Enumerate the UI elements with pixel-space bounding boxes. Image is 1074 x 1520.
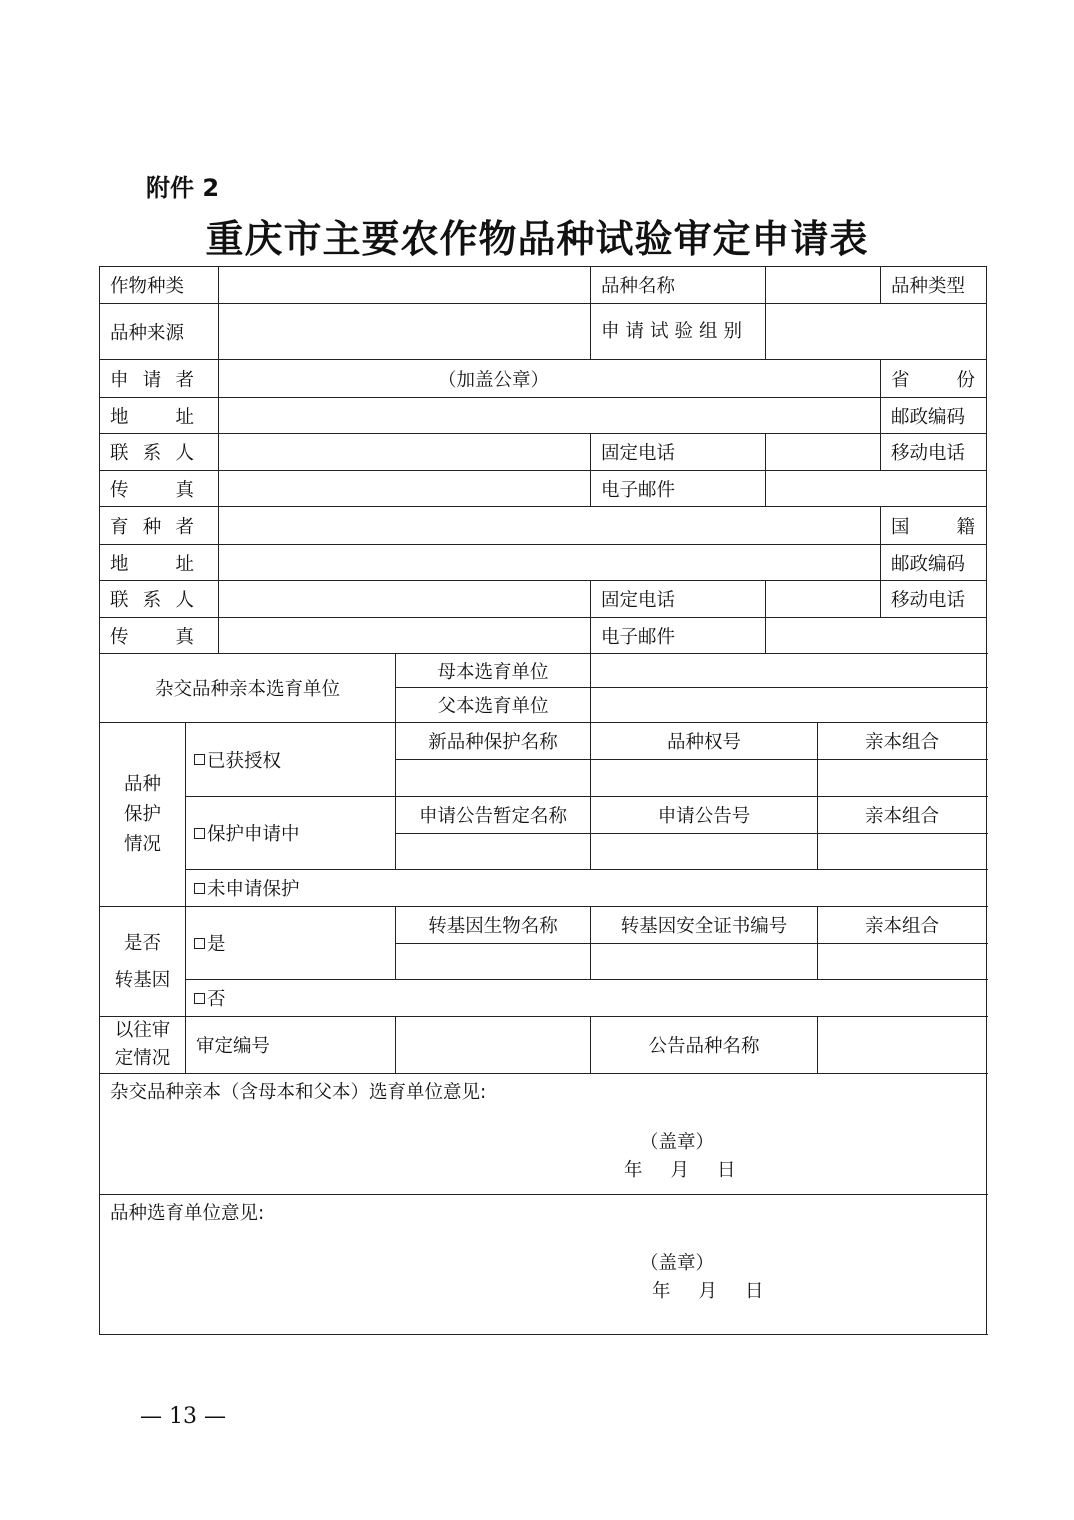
female-parent-unit-label: 母本选育单位 <box>396 654 591 688</box>
checkbox-icon <box>194 938 205 949</box>
hybrid-opinion-seal: （盖章） <box>640 1132 715 1153</box>
row-previous-approval <box>100 1017 987 1074</box>
variety-type-label: 品种类型 <box>881 267 987 304</box>
row-transgenic-header <box>100 907 987 944</box>
breeder-contact-label: 联 系 人 <box>100 581 219 618</box>
fax-label: 传 真 <box>100 471 219 507</box>
contact-label: 联 系 人 <box>100 434 219 471</box>
form-title: 重庆市主要农作物品种试验审定申请表 <box>205 216 869 261</box>
breeder-fax-input[interactable] <box>219 618 591 654</box>
variety-source-label: 品种来源 <box>100 304 219 360</box>
approval-no-input[interactable] <box>396 1017 591 1074</box>
trial-group-input[interactable] <box>766 304 987 360</box>
row-transgenic-no <box>100 980 987 1017</box>
fax-input[interactable] <box>219 471 591 507</box>
approval-no-label: 审定编号 <box>186 1017 396 1074</box>
variety-name-input[interactable] <box>766 267 881 304</box>
new-variety-protection-name-input[interactable] <box>396 760 591 797</box>
row-breeder-address <box>100 545 987 581</box>
application-tentative-name-label: 申请公告暂定名称 <box>396 797 591 834</box>
breeder-contact-input[interactable] <box>219 581 591 618</box>
email-label: 电子邮件 <box>591 471 766 507</box>
row-applicant-fax <box>100 471 987 507</box>
gmo-name-input[interactable] <box>396 944 591 980</box>
gmo-cert-no-input[interactable] <box>591 944 818 980</box>
breeder-label: 育 种 者 <box>100 507 219 545</box>
row-crop-info <box>100 267 987 304</box>
row-applicant <box>100 360 987 398</box>
breeder-email-label: 电子邮件 <box>591 618 766 654</box>
crop-type-label: 作物种类 <box>100 267 219 304</box>
breeder-email-input[interactable] <box>766 618 987 654</box>
mobile-label: 移动电话 <box>881 434 987 471</box>
variety-right-no-label: 品种权号 <box>591 723 818 760</box>
row-breeder-contact <box>100 581 987 618</box>
breeder-landline-input[interactable] <box>766 581 881 618</box>
address-label: 地 址 <box>100 398 219 434</box>
checkbox-icon <box>194 828 205 839</box>
application-no-input[interactable] <box>591 834 818 870</box>
male-parent-unit-label: 父本选育单位 <box>396 688 591 723</box>
breeding-opinion-box[interactable] <box>100 1195 987 1335</box>
hybrid-opinion-box[interactable] <box>100 1074 987 1195</box>
breeder-address-label: 地 址 <box>100 545 219 581</box>
seal-note: （加盖公章） <box>438 369 550 391</box>
breeder-mobile-label: 移动电话 <box>881 581 987 618</box>
row-source <box>100 304 987 360</box>
announced-variety-name-input[interactable] <box>818 1017 987 1074</box>
gmo-name-label: 转基因生物名称 <box>396 907 591 944</box>
contact-input[interactable] <box>219 434 591 471</box>
row-breeding-opinion <box>100 1195 987 1335</box>
trial-group-label: 申请试验组别 <box>591 304 766 360</box>
hybrid-opinion-date: 年 月 日 <box>624 1160 736 1181</box>
transgenic-label: 是否 转基因 <box>100 907 186 1017</box>
breeder-postcode-label: 邮政编码 <box>881 545 987 581</box>
breeder-landline-label: 固定电话 <box>591 581 766 618</box>
gmo-parent-combination-input[interactable] <box>818 944 987 980</box>
gmo-cert-no-label: 转基因安全证书编号 <box>591 907 818 944</box>
hybrid-parent-unit-label: 杂交品种亲本选育单位 <box>100 654 396 723</box>
applicant-input[interactable] <box>219 360 881 398</box>
previous-approval-label: 以往审 定情况 <box>100 1017 186 1074</box>
breeder-input[interactable] <box>219 507 881 545</box>
breeding-opinion-seal: （盖章） <box>640 1253 715 1274</box>
application-no-label: 申请公告号 <box>591 797 818 834</box>
row-applicant-contact <box>100 434 987 471</box>
pending-parent-combination-input[interactable] <box>818 834 987 870</box>
application-form-table <box>99 266 987 1335</box>
row-hybrid-opinion <box>100 1074 987 1195</box>
application-tentative-name-input[interactable] <box>396 834 591 870</box>
address-input[interactable] <box>219 398 881 434</box>
not-applied-checkbox[interactable]: 未申请保护 <box>186 870 987 907</box>
landline-label: 固定电话 <box>591 434 766 471</box>
pending-parent-combination-label: 亲本组合 <box>818 797 987 834</box>
attachment-label: 附件 2 <box>146 174 220 202</box>
applicant-label: 申 请 者 <box>100 360 219 398</box>
row-breeder-fax <box>100 618 987 654</box>
row-applicant-address <box>100 398 987 434</box>
row-protection-not-applied <box>100 870 987 907</box>
gmo-parent-combination-label: 亲本组合 <box>818 907 987 944</box>
transgenic-no-checkbox[interactable]: 否 <box>186 980 987 1017</box>
authorized-parent-combination-input[interactable] <box>818 760 987 797</box>
page-number: — 13 — <box>140 1404 226 1429</box>
breeding-opinion-label: 品种选育单位意见: <box>110 1203 265 1224</box>
breeding-opinion-date: 年 月 日 <box>652 1281 764 1302</box>
variety-right-no-input[interactable] <box>591 760 818 797</box>
row-protection-authorized-header <box>100 723 987 760</box>
authorized-checkbox[interactable]: 已获授权 <box>186 723 396 797</box>
hybrid-opinion-label: 杂交品种亲本（含母本和父本）选育单位意见: <box>110 1082 487 1103</box>
new-variety-protection-name-label: 新品种保护名称 <box>396 723 591 760</box>
postcode-label: 邮政编码 <box>881 398 987 434</box>
transgenic-yes-checkbox[interactable]: 是 <box>186 907 396 980</box>
landline-input[interactable] <box>766 434 881 471</box>
variety-source-input[interactable] <box>219 304 591 360</box>
variety-name-label: 品种名称 <box>591 267 766 304</box>
breeder-address-input[interactable] <box>219 545 881 581</box>
checkbox-icon <box>194 993 205 1004</box>
male-parent-unit-input[interactable] <box>591 688 987 723</box>
row-female-parent-unit <box>100 654 987 688</box>
checkbox-icon <box>194 754 205 765</box>
province-label: 省 份 <box>881 360 987 398</box>
authorized-parent-combination-label: 亲本组合 <box>818 723 987 760</box>
breeder-fax-label: 传 真 <box>100 618 219 654</box>
protection-label: 品种 保护 情况 <box>100 723 186 907</box>
crop-type-input[interactable] <box>219 267 591 304</box>
checkbox-icon <box>194 883 205 894</box>
row-breeder <box>100 507 987 545</box>
row-protection-pending-header <box>100 797 987 834</box>
announced-variety-name-label: 公告品种名称 <box>591 1017 818 1074</box>
nationality-label: 国 籍 <box>881 507 987 545</box>
email-input[interactable] <box>766 471 987 507</box>
under-application-checkbox[interactable]: 保护申请中 <box>186 797 396 870</box>
female-parent-unit-input[interactable] <box>591 654 987 688</box>
